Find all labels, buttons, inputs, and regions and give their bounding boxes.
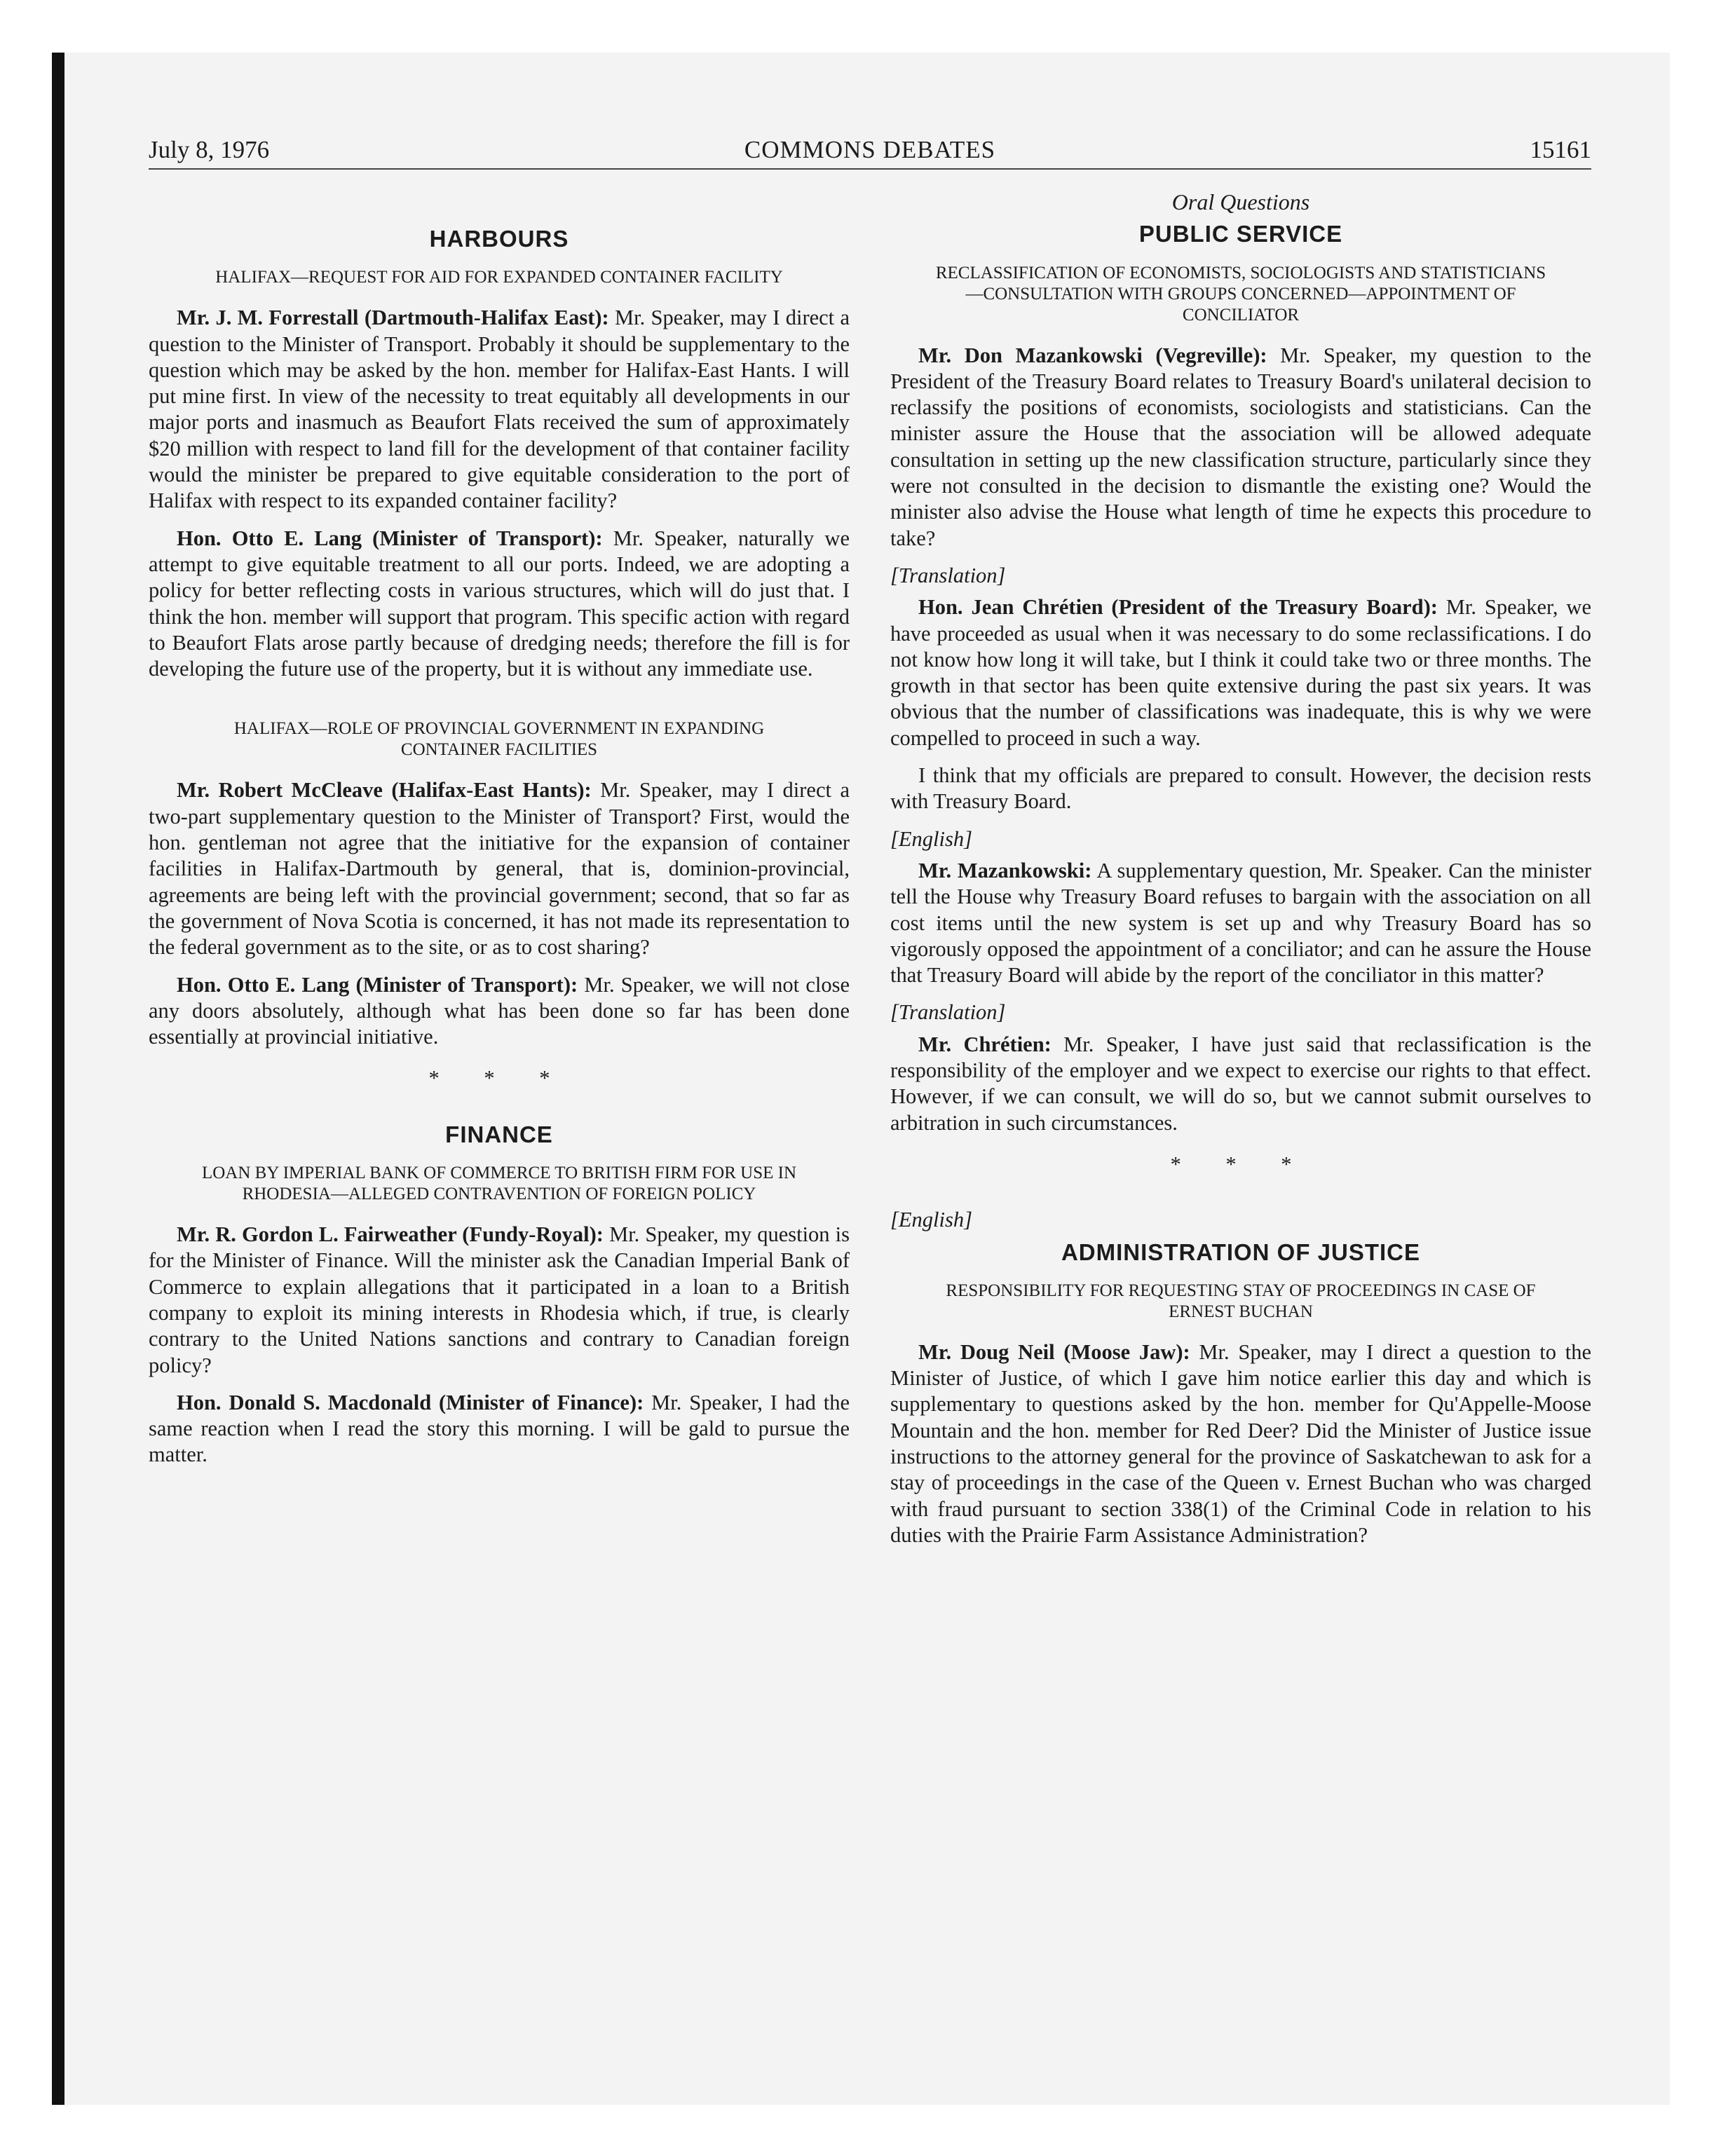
speech-chretien-2 <box>890 1032 1591 1136</box>
scan-edge <box>52 53 64 2105</box>
translation-marker: [Translation] <box>890 563 1006 587</box>
section-divider-stars: * * * <box>428 1066 570 1091</box>
subheading-stay-of-proceedings: RESPONSIBILITY FOR REQUESTING STAY OF PROCEEDINGS IN CASE OF ERNEST BUCHAN <box>946 1281 1536 1321</box>
speech-text: Mr. Speaker, may I direct a question to the Minister of Justice, of which I gave him notice earlier this day and which is supplementary to questions asked by the hon. member for Qu'Appelle-Moose Mountain and the hon. member for Red Deer? Did the Minister of Justice issue instructions to the attorney general for the province of Saskatchewan to ask for a stay of proceedings in the case of the Queen v. Ernest Buchan who was charged with fraud pursuant to section 338(1) of the Criminal Code in relation to his duties with the Prairie Farm Assistance Administration? <box>890 1339 1592 1547</box>
subheading-reclassification: RECLASSIFICATION OF ECONOMISTS, SOCIOLOGISTS AND STATISTICIANS—CONSULTATION WITH GROUPS CONCERNED—APPOINTMENT OF CONCILIATOR <box>935 263 1546 325</box>
oral-questions-label: Oral Questions <box>1171 189 1310 214</box>
speech-chretien-1 <box>890 594 1591 751</box>
speaker-name: Hon. Otto E. Lang (Minister of Transport): <box>177 972 578 997</box>
speech-neil <box>890 1339 1591 1548</box>
subheading-loan-rhodesia: LOAN BY IMPERIAL BANK OF COMMERCE TO BRITISH FIRM FOR USE IN RHODESIA—ALLEGED CONTRAVENTION OF FOREIGN POLICY <box>201 1164 796 1204</box>
speech-text: Mr. Speaker, may I direct a two-part supplementary question to the Minister of Transport? First, would the hon. gentleman not agree that the initiative for the expansion of container facilities in Halifax-Dartmouth by general, that is, dominion-provincial, agreements are being left with the provincial government; second, that so far as the government of Nova Scotia is concerned, it has not made its representation to the federal government as to the site, or as to cost sharing? <box>149 778 850 960</box>
speaker-name: Mr. R. Gordon L. Fairweather (Fundy-Royal): <box>177 1222 604 1247</box>
translation-marker: [Translation] <box>890 1000 1006 1025</box>
running-header <box>149 133 1591 170</box>
speech-text: Mr. Speaker, naturally we attempt to give equitable treatment to all our ports. Indeed, we are adopting a policy for better reflecting costs in various structures, which will do just that. I think the hon. member will support that program. This specific action with regard to Beaufort Flats arose partly because of dredging needs; therefore the fill is for developing the future use of the property, but it is without any immediate use. <box>149 526 850 681</box>
speaker-name: Mr. J. M. Forrestall (Dartmouth-Halifax East): <box>177 306 609 330</box>
subheading-halifax-request: HALIFAX—REQUEST FOR AID FOR EXPANDED CONTAINER FACILITY <box>215 268 783 287</box>
speech-lang-2 <box>149 972 850 1051</box>
speech-text: Mr. Speaker, may I direct a question to the Minister of Transport. Probably it should be supplementary to the question which may be asked by the hon. member for Halifax-East Hants. I will put mine first. In view of the necessity to treat equitably all developments in our major ports and inasmuch as Beaufort Flats received the sum of approximately $20 million with respect to land fill for the development of that container facility would the minister be prepared to give equitable consideration to the port of Halifax with respect to its expanded container facility? <box>149 306 850 513</box>
section-divider-stars: * * * <box>1170 1152 1312 1176</box>
speech-lang-1 <box>149 526 850 683</box>
speech-text: Mr. Speaker, I had the same reaction when I read the story this morning. I will be gald to pursue the matter. <box>149 1390 850 1467</box>
english-marker: [English] <box>890 1208 972 1232</box>
right-column <box>890 189 1591 1560</box>
speech-macdonald <box>149 1390 850 1468</box>
speaker-name: Mr. Mazankowski: <box>918 858 1092 882</box>
speech-mazankowski-2 <box>890 858 1591 988</box>
speech-text: Mr. Speaker, my question is for the Minister of Finance. Will the minister ask the Canadian Imperial Bank of Commerce to explain allegations that it participated in a loan to a British company to exploit its mining interests in Rhodesia which, if true, is clearly contrary to the United Nations sanctions and contrary to Canadian foreign policy? <box>149 1222 850 1377</box>
speech-mazankowski-1 <box>890 343 1591 552</box>
speaker-name: Mr. Robert McCleave (Halifax-East Hants): <box>177 778 592 803</box>
speech-forrestall <box>149 305 850 514</box>
speech-text: A supplementary question, Mr. Speaker. Can the minister tell the House why Treasury Board refuses to bargain with the association on all cost items until the new system is set up and why Treasury Board has so vigorously opposed the appointment of a conciliator; and can he assure the House that Treasury Board will abide by the report of the conciliator in this matter? <box>890 858 1591 988</box>
section-heading-public-service: PUBLIC SERVICE <box>1138 221 1343 247</box>
header-title: COMMONS DEBATES <box>744 136 996 163</box>
speaker-name: Hon. Jean Chrétien (President of the Treasury Board): <box>918 595 1438 620</box>
speech-text: Mr. Speaker, we will not close any doors absolutely, although what has been done so far has been done essentially at provincial initiative. <box>149 972 850 1049</box>
left-column <box>149 189 850 1480</box>
section-heading-harbours: HARBOURS <box>429 226 569 252</box>
speaker-name: Mr. Don Mazankowski (Vegreville): <box>918 343 1267 367</box>
speech-mccleave <box>149 777 850 960</box>
section-heading-justice: ADMINISTRATION OF JUSTICE <box>1061 1239 1421 1265</box>
speaker-name: Hon. Donald S. Macdonald (Minister of Finance): <box>177 1390 644 1414</box>
speech-fairweather <box>149 1222 850 1379</box>
speaker-name: Hon. Otto E. Lang (Minister of Transport): <box>177 526 603 550</box>
speaker-name: Mr. Chrétien: <box>918 1032 1052 1056</box>
page-number: 15161 <box>1530 136 1591 163</box>
speaker-name: Mr. Doug Neil (Moose Jaw): <box>918 1339 1190 1364</box>
speech-text: Mr. Speaker, I have just said that reclassification is the responsibility of the employer and we expect to exercise our rights to that effect. However, if we can consult, we will do so, but we cannot submit ourselves to arbitration in such circumstances. <box>890 1032 1591 1135</box>
subheading-halifax-role: HALIFAX—ROLE OF PROVINCIAL GOVERNMENT IN EXPANDING CONTAINER FACILITIES <box>233 719 765 760</box>
speech-text: Mr. Speaker, my question to the President of the Treasury Board relates to Treasury Board's unilateral decision to reclassify the positions of economists, sociologists and statisticians. Can the minister assure the House that the association will be allowed adequate consultation in setting up the new classification structure, particularly since they were not consulted in the decision to dismantle the existing one? Would the minister also advise the House what length of time he expects this procedure to take? <box>890 343 1592 550</box>
header-date: July 8, 1976 <box>149 136 270 163</box>
english-marker: [English] <box>890 826 972 851</box>
speech-chretien-1-cont: I think that my officials are prepared to consult. However, the decision rests with Treasury Board. <box>890 763 1591 814</box>
section-heading-finance: FINANCE <box>445 1121 553 1147</box>
speech-text: Mr. Speaker, we have proceeded as usual when it was necessary to do some reclassifications. I do not know how long it will take, but I think it could take two or three months. The growth in that sector has been quite extensive during the past six years. It was obvious that the number of classifications was inadequate, this is why we were compelled to proceed in such a way. <box>890 595 1591 750</box>
